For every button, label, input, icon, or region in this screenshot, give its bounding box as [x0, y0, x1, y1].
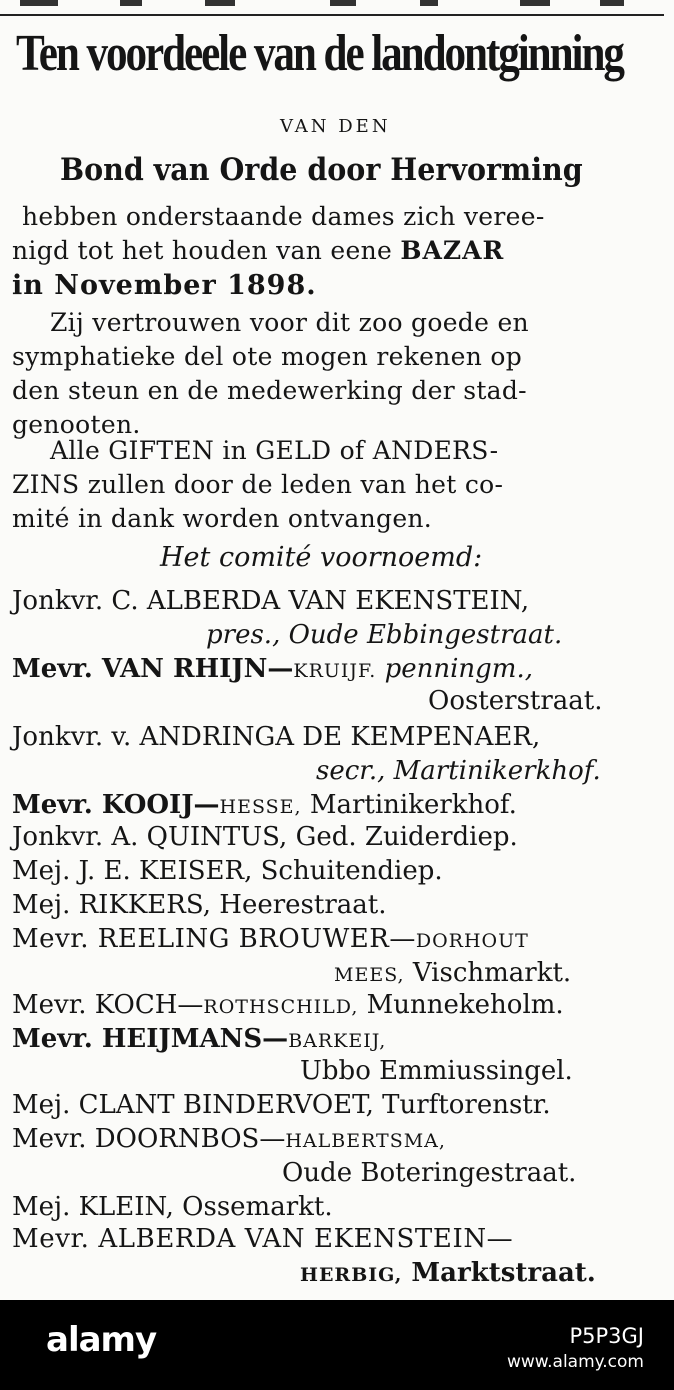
committee-member: Mej. KLEIN, Ossemarkt.	[12, 1192, 333, 1222]
committee-member: MEES, Vischmarkt.	[334, 958, 572, 988]
organization-name: Bond van Orde door Hervorming	[60, 152, 583, 188]
paragraph-line: genooten.	[12, 410, 141, 439]
committee-member: Jonkvr. C. ALBERDA VAN EKENSTEIN,	[12, 586, 530, 616]
committee-member: Mevr. HEIJMANS—BARKEIJ,	[12, 1024, 387, 1054]
committee-member: Ubbo Emmiussingel.	[300, 1056, 573, 1086]
image-id: P5P3GJ	[569, 1324, 644, 1348]
paragraph-line: Alle GIFTEN in GELD of ANDERS-	[50, 436, 499, 465]
committee-member: Mevr. VAN RHIJN—KRUIJF. penningm.,	[12, 654, 533, 684]
committee-member: Oosterstraat.	[428, 686, 603, 716]
paragraph-line: mité in dank worden ontvangen.	[12, 504, 433, 533]
committee-member: Mej. J. E. KEISER, Schuitendiep.	[12, 856, 443, 886]
committee-member: Mevr. REELING BROUWER—DORHOUT	[12, 924, 529, 954]
column-rule	[0, 14, 664, 16]
committee-member: Mevr. KOOIJ—HESSE, Martinikerkhof.	[12, 790, 517, 820]
subheading-van-den: VAN DEN	[280, 116, 391, 137]
headline: Ten voordeele van de landontginning	[16, 25, 623, 82]
committee-member: Mevr. KOCH—ROTHSCHILD, Munnekeholm.	[12, 990, 564, 1020]
paragraph-line: Zij vertrouwen voor dit zoo goede en	[50, 308, 529, 337]
paragraph-line: den steun en de medewerking der stad-	[12, 376, 527, 405]
committee-member: Jonkvr. v. ANDRINGA DE KEMPENAER,	[12, 722, 541, 752]
previous-article-fragment	[0, 0, 664, 10]
committee-heading: Het comité voornoemd:	[160, 542, 483, 573]
committee-member: Jonkvr. A. QUINTUS, Ged. Zuiderdiep.	[12, 822, 518, 852]
committee-member: Oude Boteringestraat.	[282, 1158, 577, 1188]
committee-member: secr., Martinikerkhof.	[316, 756, 601, 786]
committee-member: HERBIG, Marktstraat.	[300, 1258, 596, 1288]
intro-line: hebben onderstaande dames zich veree-	[22, 202, 545, 231]
site-url: www.alamy.com	[506, 1352, 644, 1372]
paragraph-line: symphatieke del ote mogen rekenen op	[12, 342, 523, 371]
committee-member: Mej. CLANT BINDERVOET, Turftorenstr.	[12, 1090, 551, 1120]
intro-line: in November 1898.	[12, 270, 317, 301]
committee-member: Mej. RIKKERS, Heerestraat.	[12, 890, 387, 920]
paragraph-line: ZINS zullen door de leden van het co-	[12, 470, 504, 499]
intro-line: nigd tot het houden van eene BAZAR	[12, 236, 505, 265]
committee-member: pres., Oude Ebbingestraat.	[206, 620, 563, 650]
committee-member: Mevr. DOORNBOS—HALBERTSMA,	[12, 1124, 446, 1154]
alamy-logo: alamy	[46, 1320, 157, 1360]
committee-member: Mevr. ALBERDA VAN EKENSTEIN—	[12, 1224, 514, 1254]
